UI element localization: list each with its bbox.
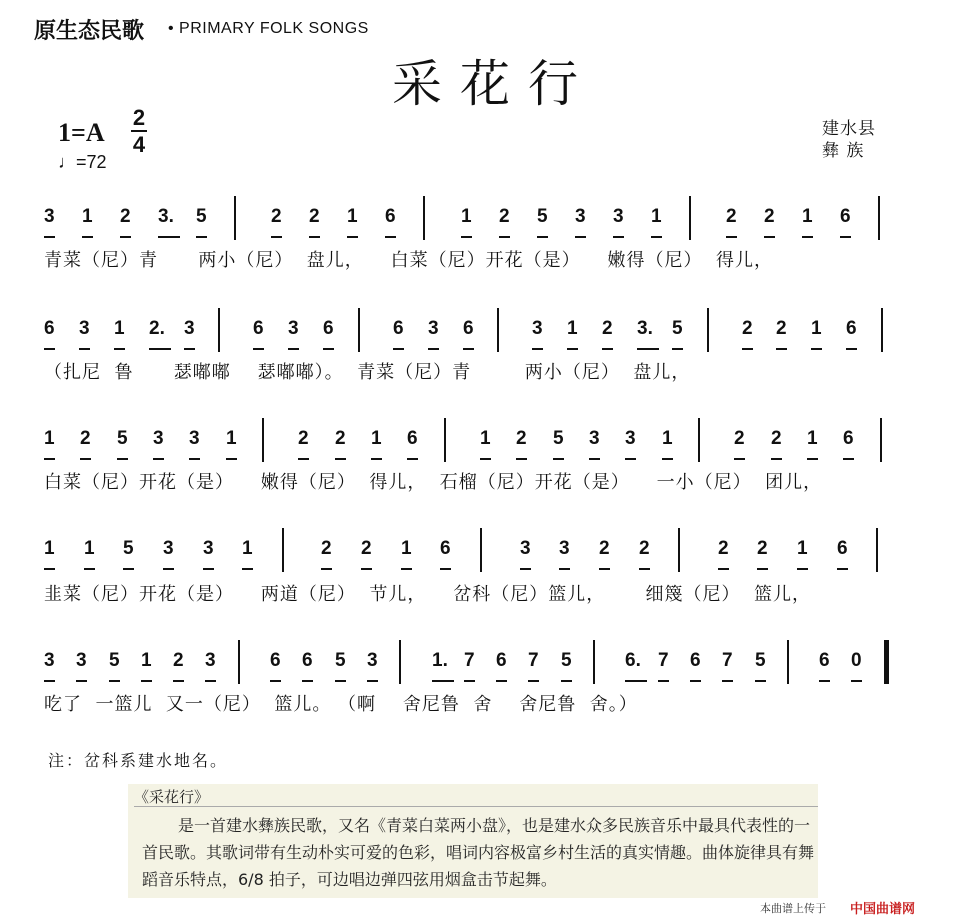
note: 5 xyxy=(335,650,346,671)
note: 2 xyxy=(757,538,768,559)
note: 1 xyxy=(141,650,152,671)
barline xyxy=(497,308,499,352)
note: 3 xyxy=(613,206,624,227)
info-divider xyxy=(134,806,818,807)
note: 3 xyxy=(367,650,378,671)
beam-underline xyxy=(613,236,624,238)
beam-underline xyxy=(726,236,737,238)
note: 3 xyxy=(203,538,214,559)
beam-underline xyxy=(602,348,613,350)
beam-underline xyxy=(84,568,95,570)
beam-underline xyxy=(537,236,548,238)
note: 2 xyxy=(764,206,775,227)
note: 5 xyxy=(537,206,548,227)
beam-underline xyxy=(335,458,346,460)
note: 2 xyxy=(80,428,91,449)
note: 1 xyxy=(44,428,55,449)
beam-underline xyxy=(123,568,134,570)
note: 1 xyxy=(807,428,818,449)
meter-bottom: 4 xyxy=(132,132,146,157)
beam-underline xyxy=(461,236,472,238)
note: 3. xyxy=(637,318,653,339)
note: 2 xyxy=(298,428,309,449)
beam-underline xyxy=(114,348,125,350)
note: 3 xyxy=(589,428,600,449)
beam-underline xyxy=(837,568,848,570)
info-title: 《采花行》 xyxy=(134,788,210,806)
lyric-line-1: 青菜（尼）青 两小（尼） 盘儿， 白菜（尼）开花（是） 嫩得（尼） 得儿， xyxy=(44,250,773,271)
origin-info xyxy=(822,118,876,162)
barline xyxy=(358,308,360,352)
note: 3 xyxy=(520,538,531,559)
barline xyxy=(234,196,236,240)
note: 7 xyxy=(464,650,475,671)
note: 3 xyxy=(79,318,90,339)
note: 2 xyxy=(726,206,737,227)
note: 1 xyxy=(480,428,491,449)
note: 6 xyxy=(819,650,830,671)
beam-underline xyxy=(163,568,174,570)
note: 3 xyxy=(205,650,216,671)
note: 2 xyxy=(599,538,610,559)
note: 3 xyxy=(44,206,55,227)
beam-underline xyxy=(553,458,564,460)
series-label: 原生态民歌 xyxy=(34,19,145,44)
beam-underline xyxy=(843,458,854,460)
barline xyxy=(444,418,446,462)
note: 2 xyxy=(734,428,745,449)
beam-underline xyxy=(742,348,753,350)
beam-underline xyxy=(589,458,600,460)
meter-top: 2 xyxy=(132,105,146,130)
note: 2 xyxy=(173,650,184,671)
note: 7 xyxy=(722,650,733,671)
note: 1 xyxy=(401,538,412,559)
note: 2 xyxy=(639,538,650,559)
beam-underline xyxy=(189,458,200,460)
beam-underline xyxy=(323,348,334,350)
beam-underline xyxy=(639,568,650,570)
beam-underline xyxy=(367,680,378,682)
note: 6 xyxy=(690,650,701,671)
note: 5 xyxy=(672,318,683,339)
note: 2 xyxy=(120,206,131,227)
beam-underline xyxy=(80,458,91,460)
beam-underline xyxy=(496,680,507,682)
note: 6 xyxy=(323,318,334,339)
note: 2 xyxy=(361,538,372,559)
beam-underline xyxy=(757,568,768,570)
beam-underline xyxy=(819,680,830,682)
beam-underline xyxy=(361,568,372,570)
note: 1 xyxy=(651,206,662,227)
beam-underline xyxy=(722,680,733,682)
lyric-line-2: （扎尼 鲁 瑟嘟嘟 瑟嘟嘟）。 青菜（尼）青 两小（尼） 盘儿， xyxy=(44,362,691,383)
barline xyxy=(878,196,880,240)
barline xyxy=(399,640,401,684)
beam-underline xyxy=(672,348,683,350)
beam-underline xyxy=(651,236,662,238)
note: 2 xyxy=(516,428,527,449)
note: 1 xyxy=(226,428,237,449)
note: 3 xyxy=(163,538,174,559)
time-signature xyxy=(131,106,147,156)
beam-underline xyxy=(44,236,55,238)
note: 2 xyxy=(309,206,320,227)
note: 6 xyxy=(463,318,474,339)
note: 2 xyxy=(718,538,729,559)
barline xyxy=(689,196,691,240)
beam-underline xyxy=(690,680,701,682)
score-line xyxy=(44,308,920,356)
note: 5 xyxy=(561,650,572,671)
beam-underline xyxy=(637,348,659,350)
note: 3 xyxy=(189,428,200,449)
note: 1 xyxy=(114,318,125,339)
note: 3 xyxy=(184,318,195,339)
beam-underline xyxy=(776,348,787,350)
footnote: 注：岔科系建水地名。 xyxy=(48,751,229,770)
note: 3 xyxy=(288,318,299,339)
note: 5 xyxy=(755,650,766,671)
beam-underline xyxy=(226,458,237,460)
barline xyxy=(262,418,264,462)
note: 6 xyxy=(270,650,281,671)
beam-underline xyxy=(153,458,164,460)
beam-underline xyxy=(79,348,90,350)
note: 7 xyxy=(658,650,669,671)
beam-underline xyxy=(44,680,55,682)
note: 5 xyxy=(553,428,564,449)
note: 7 xyxy=(528,650,539,671)
beam-underline xyxy=(561,680,572,682)
series-label-english: • PRIMARY FOLK SONGS xyxy=(168,20,369,37)
beam-underline xyxy=(309,236,320,238)
note: 6 xyxy=(840,206,851,227)
beam-underline xyxy=(480,458,491,460)
beam-underline xyxy=(599,568,610,570)
note: 6 xyxy=(496,650,507,671)
note: 1 xyxy=(242,538,253,559)
lyric-line-4: 韭菜（尼）开花（是） 两道（尼） 节儿， 岔科（尼）篮儿， 细篾（尼） 篮儿， xyxy=(44,584,811,605)
beam-underline xyxy=(82,236,93,238)
beam-underline xyxy=(335,680,346,682)
note: 3 xyxy=(559,538,570,559)
note: 3. xyxy=(158,206,174,227)
barline xyxy=(698,418,700,462)
beam-underline xyxy=(432,680,454,682)
note: 1 xyxy=(347,206,358,227)
origin-ethnicity: 彝 族 xyxy=(822,141,865,161)
note: 6 xyxy=(440,538,451,559)
note: 1 xyxy=(44,538,55,559)
note: 3 xyxy=(575,206,586,227)
note: 6 xyxy=(44,318,55,339)
beam-underline xyxy=(120,236,131,238)
note: 1 xyxy=(802,206,813,227)
note: 5 xyxy=(196,206,207,227)
note: 1 xyxy=(797,538,808,559)
note: 3 xyxy=(428,318,439,339)
beam-underline xyxy=(302,680,313,682)
note: 2 xyxy=(321,538,332,559)
beam-underline xyxy=(771,458,782,460)
note: 6 xyxy=(843,428,854,449)
barline xyxy=(282,528,284,572)
beam-underline xyxy=(385,236,396,238)
beam-underline xyxy=(658,680,669,682)
beam-underline xyxy=(718,568,729,570)
upload-credit: 本曲谱上传于 xyxy=(760,902,826,915)
beam-underline xyxy=(288,348,299,350)
beam-underline xyxy=(203,568,214,570)
note: 6 xyxy=(385,206,396,227)
beam-underline xyxy=(173,680,184,682)
barline xyxy=(238,640,240,684)
beam-underline xyxy=(76,680,87,682)
note: 2 xyxy=(602,318,613,339)
beam-underline xyxy=(117,458,128,460)
final-barline xyxy=(884,640,889,684)
beam-underline xyxy=(196,236,207,238)
note: 2 xyxy=(271,206,282,227)
note: 6 xyxy=(393,318,404,339)
beam-underline xyxy=(428,348,439,350)
note: 5 xyxy=(123,538,134,559)
origin-county: 建水县 xyxy=(822,119,876,139)
beam-underline xyxy=(520,568,531,570)
beam-underline xyxy=(811,348,822,350)
beam-underline xyxy=(271,236,282,238)
note: 6 xyxy=(837,538,848,559)
note: 2. xyxy=(149,318,165,339)
note: 1 xyxy=(662,428,673,449)
beam-underline xyxy=(205,680,216,682)
note: 1 xyxy=(82,206,93,227)
beam-underline xyxy=(516,458,527,460)
note: 3 xyxy=(44,650,55,671)
beam-underline xyxy=(44,568,55,570)
note: 3 xyxy=(532,318,543,339)
barline xyxy=(880,418,882,462)
beam-underline xyxy=(797,568,808,570)
note: 5 xyxy=(117,428,128,449)
beam-underline xyxy=(371,458,382,460)
beam-underline xyxy=(851,680,862,682)
note: 6 xyxy=(302,650,313,671)
note: 1 xyxy=(811,318,822,339)
beam-underline xyxy=(270,680,281,682)
beam-underline xyxy=(567,348,578,350)
note: 2 xyxy=(335,428,346,449)
beam-underline xyxy=(625,680,647,682)
note: 1 xyxy=(567,318,578,339)
beam-underline xyxy=(532,348,543,350)
beam-underline xyxy=(393,348,404,350)
note: 6 xyxy=(846,318,857,339)
beam-underline xyxy=(734,458,745,460)
note: 2 xyxy=(742,318,753,339)
note: 2 xyxy=(776,318,787,339)
note: 2 xyxy=(771,428,782,449)
song-title: 采花行 xyxy=(392,55,596,113)
note: 6 xyxy=(253,318,264,339)
note: 2 xyxy=(499,206,510,227)
beam-underline xyxy=(298,458,309,460)
score-line xyxy=(44,196,920,244)
beam-underline xyxy=(149,348,171,350)
barline xyxy=(881,308,883,352)
beam-underline xyxy=(109,680,120,682)
lyric-line-5: 吃了 一篮儿 又一（尼） 篮儿。 （啊 舍尼鲁 舍 舍尼鲁 舍。） xyxy=(44,694,638,715)
beam-underline xyxy=(44,348,55,350)
beam-underline xyxy=(158,236,180,238)
note: 1 xyxy=(461,206,472,227)
site-logo: 中国曲谱网 xyxy=(850,902,916,917)
beam-underline xyxy=(846,348,857,350)
beam-underline xyxy=(321,568,332,570)
beam-underline xyxy=(440,568,451,570)
beam-underline xyxy=(559,568,570,570)
note: 6 xyxy=(407,428,418,449)
beam-underline xyxy=(755,680,766,682)
barline xyxy=(593,640,595,684)
beam-underline xyxy=(463,348,474,350)
note: 1. xyxy=(432,650,448,671)
beam-underline xyxy=(464,680,475,682)
beam-underline xyxy=(242,568,253,570)
beam-underline xyxy=(764,236,775,238)
note: 0 xyxy=(851,650,862,671)
note: 3 xyxy=(153,428,164,449)
key-signature: 1=A xyxy=(58,118,105,147)
beam-underline xyxy=(44,458,55,460)
beam-underline xyxy=(575,236,586,238)
beam-underline xyxy=(807,458,818,460)
beam-underline xyxy=(347,236,358,238)
note: 6. xyxy=(625,650,641,671)
barline xyxy=(678,528,680,572)
note: 1 xyxy=(371,428,382,449)
beam-underline xyxy=(802,236,813,238)
beam-underline xyxy=(840,236,851,238)
note: 3 xyxy=(76,650,87,671)
note: 1 xyxy=(84,538,95,559)
lyric-line-3: 白菜（尼）开花（是） 嫩得（尼） 得儿， 石榴（尼）开花（是） 一小（尼） 团儿， xyxy=(44,472,823,493)
barline xyxy=(707,308,709,352)
note: 3 xyxy=(625,428,636,449)
tempo-marking: ♩=72 xyxy=(58,152,107,172)
barline xyxy=(787,640,789,684)
info-body: 是一首建水彝族民歌，又名《青菜白菜两小盘》，也是建水众多民族音乐中最具代表性的一首民歌。其歌词带有生动朴实可爱的色彩，唱词内容极富乡村生活的真实情趣。曲体旋律具有舞蹈音乐特点，6/8 拍子，可边唱边弹四弦用烟盒击节起舞。 xyxy=(142,816,815,889)
barline xyxy=(480,528,482,572)
barline xyxy=(876,528,878,572)
note: 5 xyxy=(109,650,120,671)
beam-underline xyxy=(528,680,539,682)
barline xyxy=(423,196,425,240)
score-line xyxy=(44,418,920,466)
beam-underline xyxy=(662,458,673,460)
beam-underline xyxy=(401,568,412,570)
barline xyxy=(218,308,220,352)
beam-underline xyxy=(499,236,510,238)
beam-underline xyxy=(407,458,418,460)
beam-underline xyxy=(141,680,152,682)
score-line xyxy=(44,528,920,576)
score-line xyxy=(44,640,920,688)
beam-underline xyxy=(625,458,636,460)
beam-underline xyxy=(184,348,195,350)
beam-underline xyxy=(253,348,264,350)
